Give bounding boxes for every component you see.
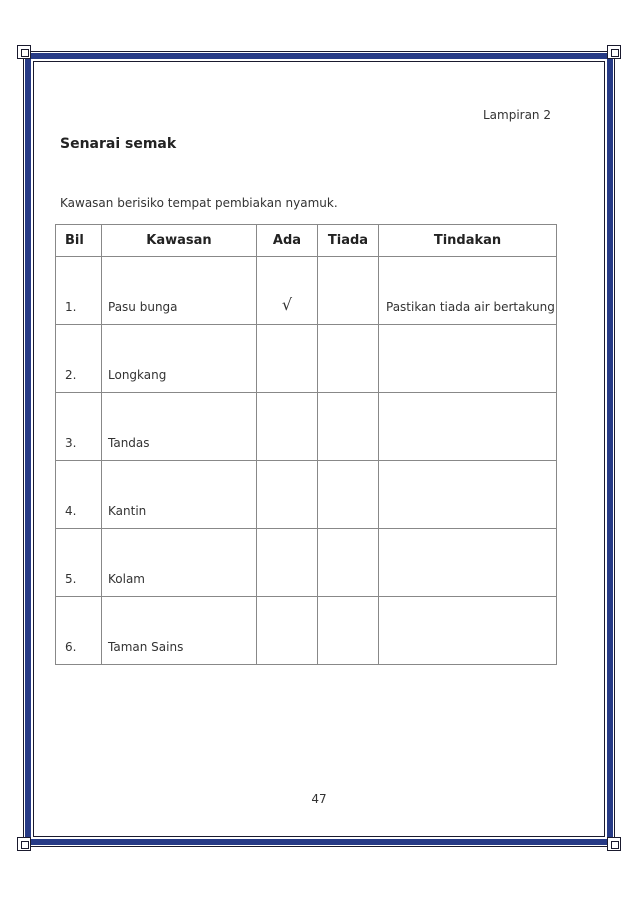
cell-tiada [318, 597, 379, 665]
table-row [56, 393, 557, 461]
table-header-row [56, 225, 557, 257]
cell-tindakan: Pastikan tiada air bertakung [379, 257, 557, 325]
appendix-label: Lampiran 2 [482, 108, 551, 122]
frame-corner-ornament [17, 45, 31, 59]
checklist-table [55, 224, 557, 665]
cell-ada [257, 393, 318, 461]
table-row [56, 325, 557, 393]
header-tindakan: Tindakan [379, 225, 557, 257]
cell-bil: 3. [56, 393, 102, 461]
cell-ada [257, 529, 318, 597]
cell-ada [257, 461, 318, 529]
header-bil: Bil [56, 225, 102, 257]
page-title: Senarai semak [60, 136, 177, 152]
frame-corner-ornament [607, 837, 621, 851]
page-number: 47 [311, 792, 327, 806]
table-caption: Kawasan berisiko tempat pembiakan nyamuk. [60, 196, 338, 210]
cell-tindakan [379, 461, 557, 529]
cell-tiada [318, 325, 379, 393]
cell-tindakan [379, 325, 557, 393]
cell-tiada [318, 393, 379, 461]
table-row [56, 257, 557, 325]
header-tiada: Tiada [318, 225, 379, 257]
cell-kawasan: Taman Sains [102, 597, 257, 665]
table-row [56, 461, 557, 529]
cell-bil: 2. [56, 325, 102, 393]
table-row [56, 597, 557, 665]
cell-tiada [318, 529, 379, 597]
cell-kawasan: Tandas [102, 393, 257, 461]
cell-tiada [318, 461, 379, 529]
frame-corner-ornament [607, 45, 621, 59]
cell-bil: 5. [56, 529, 102, 597]
table-row [56, 529, 557, 597]
cell-tindakan [379, 597, 557, 665]
cell-tiada [318, 257, 379, 325]
cell-ada [257, 597, 318, 665]
cell-bil: 4. [56, 461, 102, 529]
cell-kawasan: Longkang [102, 325, 257, 393]
cell-kawasan: Kantin [102, 461, 257, 529]
cell-kawasan: Kolam [102, 529, 257, 597]
header-ada: Ada [257, 225, 318, 257]
cell-kawasan: Pasu bunga [102, 257, 257, 325]
frame-corner-ornament [17, 837, 31, 851]
cell-bil: 6. [56, 597, 102, 665]
header-kawasan: Kawasan [102, 225, 257, 257]
cell-tindakan [379, 393, 557, 461]
cell-ada-checkmark: √ [257, 257, 318, 325]
cell-tindakan [379, 529, 557, 597]
cell-bil: 1. [56, 257, 102, 325]
cell-ada [257, 325, 318, 393]
